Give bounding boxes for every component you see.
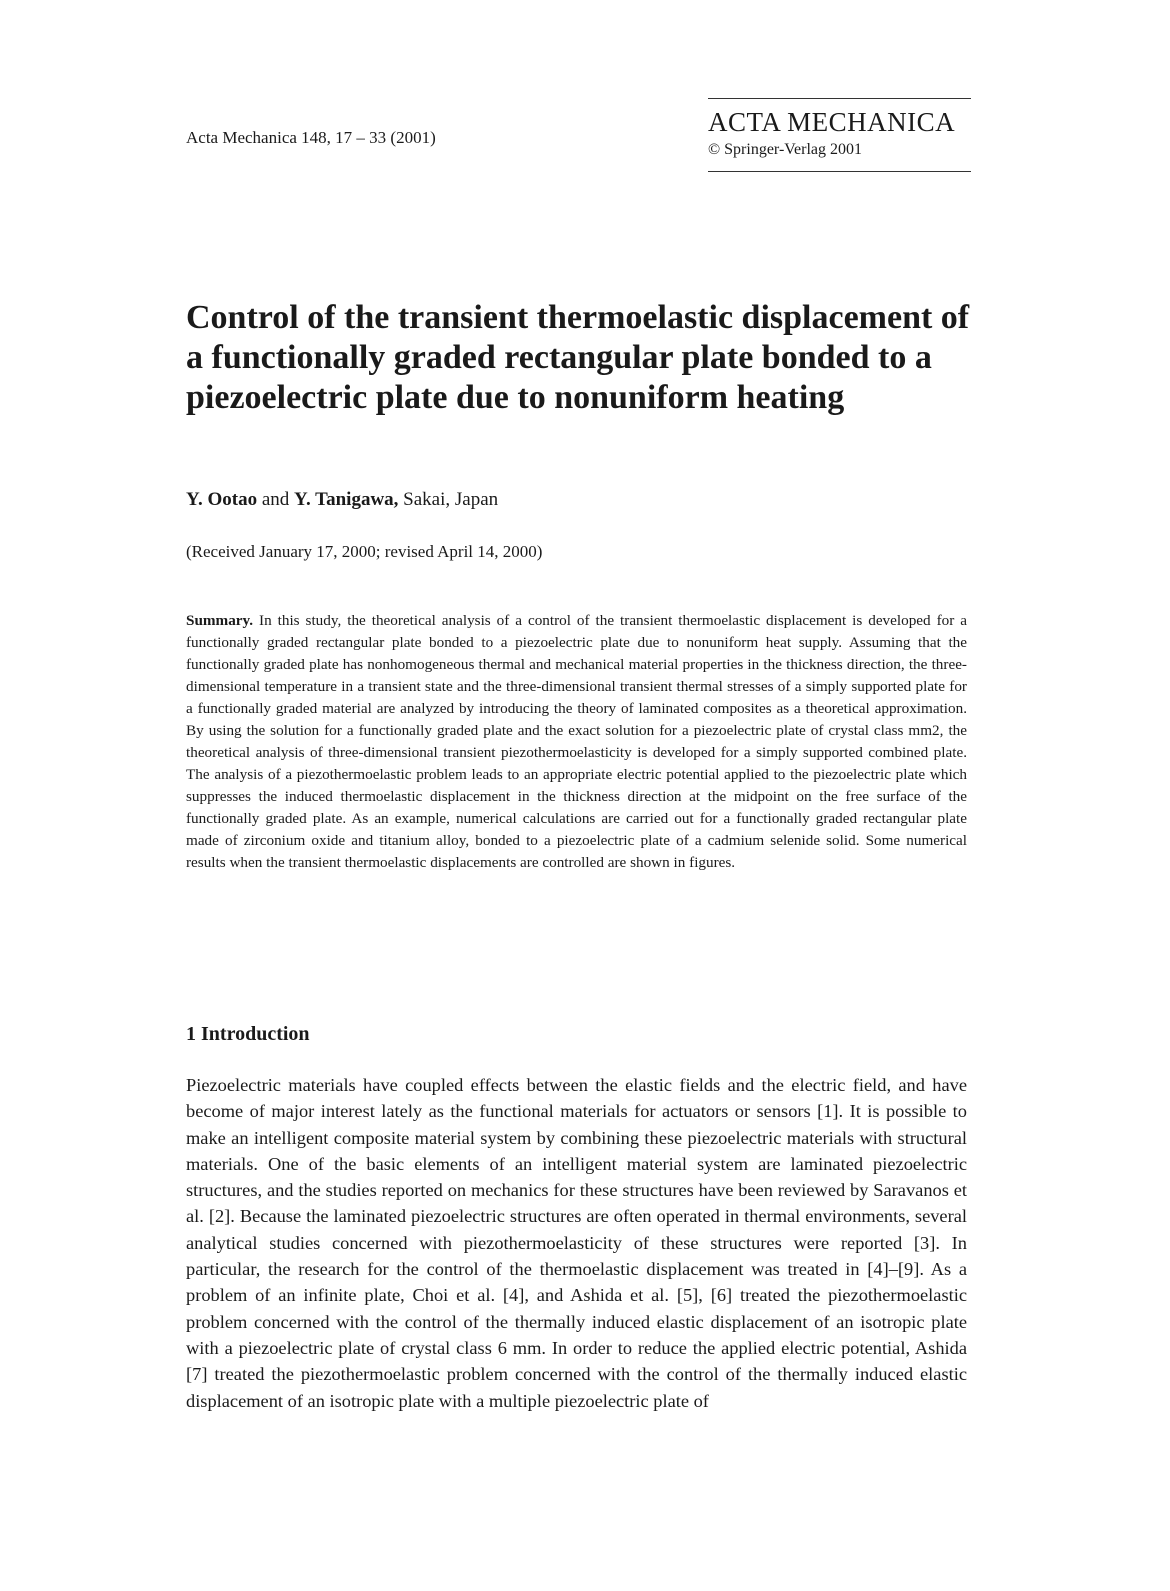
author-2: Y. Tanigawa, xyxy=(294,489,399,510)
article-title: Control of the transient thermoelastic displacement of a functionally graded rectangular plate bonded to a piezoelectric plate due to nonuniform heating xyxy=(186,299,970,416)
publisher-copyright: © Springer-Verlag 2001 xyxy=(708,141,863,158)
summary-paragraph xyxy=(186,610,967,874)
bottom-rule xyxy=(708,171,971,172)
summary-label: Summary. xyxy=(186,612,254,629)
section-heading: 1 Introduction xyxy=(186,1023,310,1045)
introduction-paragraph: Piezoelectric materials have coupled effects between the elastic fields and the electric field, and have become of major interest lately as the functional materials for actuators or sensors [1]. It is possible to make an intelligent composite material system by combining these piezoelectric materials with structural materials. One of the basic elements of an intelligent material system are laminated piezoelectric structures, and the studies reported on mechanics for these structures have been reviewed by Saravanos et al. [2]. Because the laminated piezoelectric structures are often operated in thermal environments, several analytical studies concerned with piezothermoelasticity of these structures were reported [3]. In particular, the research for the control of the thermoelastic displacement was treated in [4]–[9]. As a problem of an infinite plate, Choi et al. [4], and Ashida et al. [5], [6] treated the piezothermoelastic problem concerned with the control of the thermally induced elastic displacement of an isotropic plate with a piezoelectric plate of crystal class 6 mm. In order to reduce the applied electric potential, Ashida [7] treated the piezothermoelastic problem concerned with the control of the thermally induced elastic displacement of an isotropic plate with a multiple piezoelectric plate of xyxy=(186,1075,967,1411)
author-separator: and xyxy=(257,489,295,510)
top-rule xyxy=(708,98,971,99)
journal-name: ACTA MECHANICA xyxy=(708,107,956,137)
author-line xyxy=(186,489,498,511)
summary-text: In this study, the theoretical analysis of a control of the transient thermoelastic displacement is developed for a functionally graded rectangular plate bonded to a piezoelectric plate due to nonuniform heat supply. Assuming that the functionally graded plate has nonhomogeneous thermal and mechanical material properties in the thickness direction, the three-dimensional temperature in a transient state and the three-dimensional transient thermal stresses of a simply supported plate for a functionally graded material are analyzed by introducing the theory of laminated composites as a theoretical approximation. By using the solution for a functionally graded plate and the exact solution for a piezoelectric plate of crystal class mm2, the theoretical analysis of three-dimensional transient piezothermoelasticity is developed for a simply supported combined plate. The analysis of a piezothermoelastic problem leads to an appropriate electric potential applied to the piezoelectric plate which suppresses the induced thermoelastic displacement in the thickness direction at the midpoint on the free surface of the functionally graded plate. As an example, numerical calculations are carried out for a functionally graded rectangular plate made of zirconium oxide and titanium alloy, bonded to a piezoelectric plate of a cadmium selenide solid. Some numerical results when the transient thermoelastic displacements are controlled are shown in figures. xyxy=(186,612,967,871)
author-1: Y. Ootao xyxy=(186,489,258,510)
affiliation: Sakai, Japan xyxy=(398,489,499,510)
journal-masthead xyxy=(708,98,971,172)
journal-citation: Acta Mechanica 148, 17 – 33 (2001) xyxy=(186,128,436,147)
received-dates: (Received January 17, 2000; revised April 14, 2000) xyxy=(186,542,543,561)
